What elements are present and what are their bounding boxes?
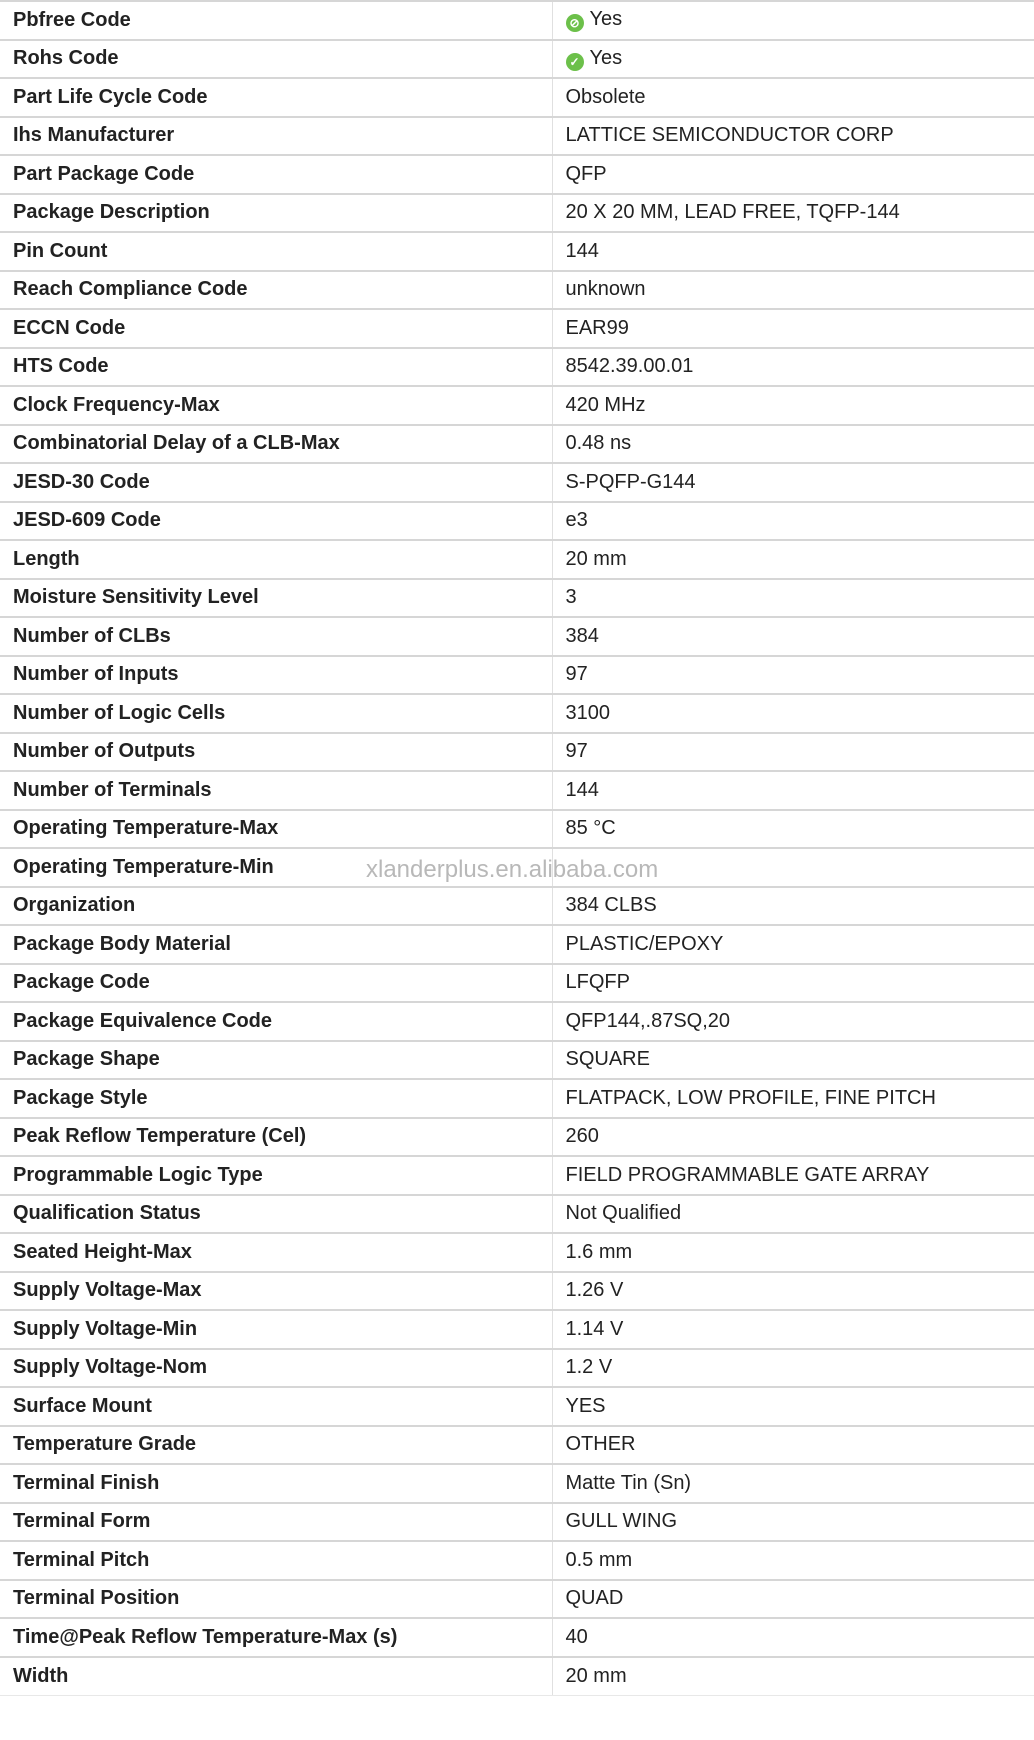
spec-row — [0, 1118, 1034, 1157]
spec-value-cell — [552, 733, 1034, 772]
spec-value-cell — [552, 1657, 1034, 1696]
spec-label: Supply Voltage-Max — [0, 1272, 552, 1311]
spec-value-cell — [552, 540, 1034, 579]
spec-value-cell — [552, 694, 1034, 733]
spec-label: Package Style — [0, 1079, 552, 1118]
spec-value-cell — [552, 1, 1034, 40]
spec-value-cell — [552, 1233, 1034, 1272]
spec-value: 144 — [565, 239, 599, 262]
spec-row — [0, 386, 1034, 425]
spec-row — [0, 1195, 1034, 1234]
spec-label: Number of CLBs — [0, 617, 552, 656]
spec-value: Yes — [589, 46, 623, 69]
spec-label: Reach Compliance Code — [0, 271, 552, 310]
spec-value-cell — [552, 1618, 1034, 1657]
spec-row — [0, 1233, 1034, 1272]
spec-value: 384 — [565, 624, 599, 647]
spec-label: Supply Voltage-Min — [0, 1310, 552, 1349]
spec-row — [0, 425, 1034, 464]
spec-table-body — [0, 1, 1034, 1695]
rohs-leaf-icon: ✓ — [566, 53, 584, 71]
spec-value: 97 — [565, 663, 588, 686]
spec-value-cell — [552, 1426, 1034, 1465]
spec-value-cell — [552, 309, 1034, 348]
pb-free-icon: ⊘ — [566, 14, 584, 32]
spec-value: QFP — [565, 162, 607, 185]
spec-value: e3 — [565, 509, 588, 532]
spec-value: FLATPACK, LOW PROFILE, FINE PITCH — [565, 1086, 936, 1109]
spec-label: Width — [0, 1657, 552, 1696]
spec-label: Supply Voltage-Nom — [0, 1349, 552, 1388]
spec-row — [0, 848, 1034, 887]
spec-label: Terminal Pitch — [0, 1541, 552, 1580]
spec-value-cell — [552, 78, 1034, 117]
spec-row — [0, 579, 1034, 618]
watermark: xlanderplus.en.alibaba.com — [366, 856, 659, 883]
spec-value-cell — [552, 810, 1034, 849]
spec-value-cell — [552, 1464, 1034, 1503]
spec-value: S-PQFP-G144 — [565, 470, 696, 493]
spec-value: 40 — [565, 1625, 588, 1648]
spec-row — [0, 656, 1034, 695]
spec-value: 0.5 mm — [565, 1548, 633, 1571]
spec-row — [0, 271, 1034, 310]
spec-value: 260 — [565, 1125, 599, 1148]
spec-value: 20 mm — [565, 1664, 627, 1687]
spec-value-cell — [552, 1079, 1034, 1118]
spec-value-cell — [552, 425, 1034, 464]
spec-label: HTS Code — [0, 348, 552, 387]
spec-label: Number of Inputs — [0, 656, 552, 695]
spec-label: Programmable Logic Type — [0, 1156, 552, 1195]
spec-label: Moisture Sensitivity Level — [0, 579, 552, 618]
spec-label: Package Description — [0, 194, 552, 233]
spec-value: 144 — [565, 778, 599, 801]
spec-label: Time@Peak Reflow Temperature-Max (s) — [0, 1618, 552, 1657]
spec-label: Package Code — [0, 964, 552, 1003]
spec-label: Part Package Code — [0, 155, 552, 194]
spec-label: Clock Frequency-Max — [0, 386, 552, 425]
spec-label: Ihs Manufacturer — [0, 117, 552, 156]
spec-value: Matte Tin (Sn) — [565, 1471, 692, 1494]
spec-value: GULL WING — [565, 1510, 677, 1533]
spec-row — [0, 925, 1034, 964]
spec-row — [0, 1272, 1034, 1311]
spec-label: Organization — [0, 887, 552, 926]
spec-label: Package Shape — [0, 1041, 552, 1080]
spec-value: 85 °C — [565, 817, 616, 840]
spec-value-cell — [552, 1387, 1034, 1426]
spec-value: 384 CLBS — [565, 894, 657, 917]
spec-value: EAR99 — [565, 316, 629, 339]
spec-row — [0, 232, 1034, 271]
spec-row — [0, 1464, 1034, 1503]
spec-label: Combinatorial Delay of a CLB-Max — [0, 425, 552, 464]
spec-label: Rohs Code — [0, 40, 552, 79]
spec-row — [0, 40, 1034, 79]
spec-value-cell — [552, 771, 1034, 810]
spec-value-cell — [552, 1041, 1034, 1080]
spec-value-cell — [552, 348, 1034, 387]
spec-value: 1.14 V — [565, 1317, 624, 1340]
spec-value-cell — [552, 1195, 1034, 1234]
spec-row — [0, 502, 1034, 541]
spec-value: LATTICE SEMICONDUCTOR CORP — [565, 124, 894, 147]
spec-label: ECCN Code — [0, 309, 552, 348]
spec-label: Operating Temperature-Max — [0, 810, 552, 849]
spec-value-cell — [552, 964, 1034, 1003]
spec-value-cell — [552, 1503, 1034, 1542]
spec-row — [0, 463, 1034, 502]
spec-row — [0, 887, 1034, 926]
spec-value-cell — [552, 1156, 1034, 1195]
spec-value-cell — [552, 1349, 1034, 1388]
spec-row — [0, 117, 1034, 156]
spec-value: Not Qualified — [565, 1202, 682, 1225]
spec-row — [0, 1387, 1034, 1426]
spec-value: QFP144,.87SQ,20 — [565, 1009, 731, 1032]
spec-label: Length — [0, 540, 552, 579]
spec-label: Qualification Status — [0, 1195, 552, 1234]
spec-value: OTHER — [565, 1433, 636, 1456]
spec-value: SQUARE — [565, 1048, 650, 1071]
spec-value: 3100 — [565, 701, 610, 724]
spec-value-cell — [552, 1541, 1034, 1580]
spec-label: Pbfree Code — [0, 1, 552, 40]
spec-row — [0, 1618, 1034, 1657]
spec-value-cell — [552, 232, 1034, 271]
spec-value-cell — [552, 617, 1034, 656]
spec-row — [0, 1541, 1034, 1580]
spec-row — [0, 309, 1034, 348]
spec-value-cell — [552, 887, 1034, 926]
spec-value: 0.48 ns — [565, 432, 632, 455]
spec-label: Package Body Material — [0, 925, 552, 964]
spec-row — [0, 1002, 1034, 1041]
spec-value-cell — [552, 579, 1034, 618]
spec-label: Number of Outputs — [0, 733, 552, 772]
spec-label: Temperature Grade — [0, 1426, 552, 1465]
spec-row — [0, 733, 1034, 772]
spec-value: FIELD PROGRAMMABLE GATE ARRAY — [565, 1163, 930, 1186]
spec-value-cell — [552, 656, 1034, 695]
spec-label: Surface Mount — [0, 1387, 552, 1426]
spec-label: Peak Reflow Temperature (Cel) — [0, 1118, 552, 1157]
spec-row — [0, 1657, 1034, 1696]
spec-label: Number of Logic Cells — [0, 694, 552, 733]
spec-row — [0, 964, 1034, 1003]
spec-value-cell — [552, 117, 1034, 156]
spec-label: Operating Temperature-Min — [0, 848, 552, 887]
spec-value: 20 mm — [565, 547, 627, 570]
spec-row — [0, 771, 1034, 810]
spec-value-cell — [552, 155, 1034, 194]
spec-label: JESD-30 Code — [0, 463, 552, 502]
spec-row — [0, 1503, 1034, 1542]
spec-row — [0, 694, 1034, 733]
spec-row — [0, 1, 1034, 40]
spec-value: 420 MHz — [565, 393, 646, 416]
spec-label: Number of Terminals — [0, 771, 552, 810]
spec-label: Terminal Finish — [0, 1464, 552, 1503]
spec-row — [0, 1349, 1034, 1388]
spec-row — [0, 617, 1034, 656]
spec-value-cell — [552, 386, 1034, 425]
spec-label: Pin Count — [0, 232, 552, 271]
spec-label: Part Life Cycle Code — [0, 78, 552, 117]
spec-row — [0, 1426, 1034, 1465]
spec-value: 1.26 V — [565, 1279, 624, 1302]
spec-row — [0, 348, 1034, 387]
spec-value-cell — [552, 925, 1034, 964]
spec-value-cell — [552, 1002, 1034, 1041]
spec-row — [0, 810, 1034, 849]
spec-value: 1.6 mm — [565, 1240, 633, 1263]
spec-value: unknown — [565, 278, 646, 301]
spec-value-cell — [552, 463, 1034, 502]
spec-label: Package Equivalence Code — [0, 1002, 552, 1041]
spec-row — [0, 1156, 1034, 1195]
spec-row — [0, 540, 1034, 579]
spec-value-cell — [552, 1118, 1034, 1157]
spec-value: 3 — [565, 586, 577, 609]
spec-row — [0, 1310, 1034, 1349]
spec-value-cell — [552, 848, 1034, 887]
spec-row — [0, 194, 1034, 233]
spec-value-cell — [552, 40, 1034, 79]
spec-value: YES — [565, 1394, 606, 1417]
spec-value-cell — [552, 271, 1034, 310]
spec-label: JESD-609 Code — [0, 502, 552, 541]
spec-value: 8542.39.00.01 — [565, 355, 694, 378]
spec-label: Terminal Position — [0, 1580, 552, 1619]
spec-value: QUAD — [565, 1587, 624, 1610]
spec-value: 1.2 V — [565, 1356, 613, 1379]
spec-value-cell — [552, 1580, 1034, 1619]
spec-value-cell — [552, 1272, 1034, 1311]
spec-row — [0, 1580, 1034, 1619]
spec-row — [0, 1079, 1034, 1118]
spec-row — [0, 1041, 1034, 1080]
spec-value: Obsolete — [565, 85, 646, 108]
spec-value-cell — [552, 194, 1034, 233]
spec-row — [0, 78, 1034, 117]
spec-value: 97 — [565, 740, 588, 763]
spec-value: 20 X 20 MM, LEAD FREE, TQFP-144 — [565, 201, 900, 224]
spec-value: PLASTIC/EPOXY — [565, 932, 724, 955]
spec-value-cell — [552, 502, 1034, 541]
spec-row — [0, 155, 1034, 194]
spec-value: Yes — [589, 8, 623, 31]
spec-value-cell — [552, 1310, 1034, 1349]
spec-label: Seated Height-Max — [0, 1233, 552, 1272]
spec-value: LFQFP — [565, 971, 630, 994]
spec-label: Terminal Form — [0, 1503, 552, 1542]
